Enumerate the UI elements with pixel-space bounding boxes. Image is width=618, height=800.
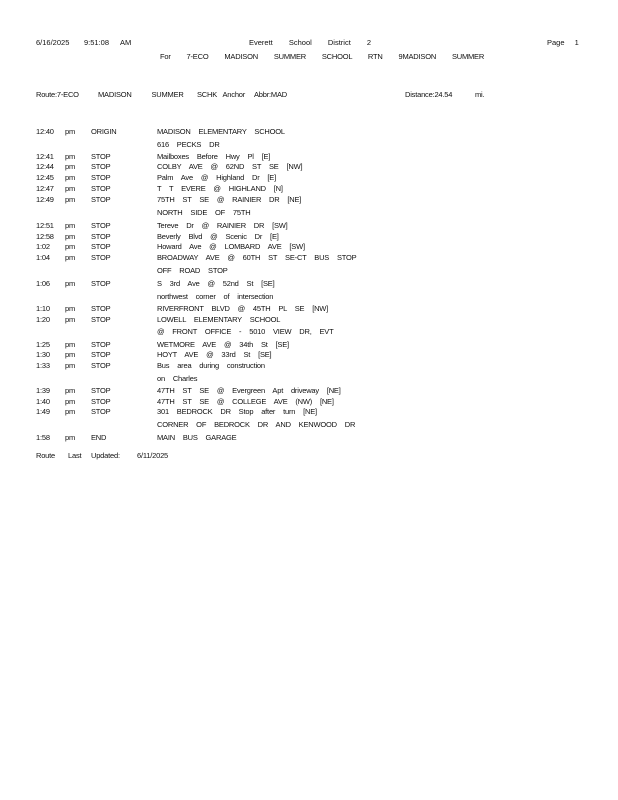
stop-description: S 3rd Ave @ 52nd St [SE]	[157, 279, 275, 288]
table-row	[0, 266, 618, 276]
route-id: Route:7-ECO	[36, 90, 79, 99]
stop-type: STOP	[91, 253, 111, 262]
page-number: Page 1	[547, 38, 579, 47]
stop-type: STOP	[91, 195, 111, 204]
stop-ampm: pm	[65, 173, 76, 182]
stop-description: Beverly Blvd @ Scenic Dr [E]	[157, 232, 279, 241]
stop-time: 1:25	[36, 340, 50, 349]
stop-time: 12:41	[36, 152, 54, 161]
stop-type: STOP	[91, 184, 111, 193]
report-subtitle: For 7-ECO MADISON SUMMER SCHOOL RTN 9MADISON SUMMER	[160, 52, 485, 61]
stop-description: CORNER OF BEDROCK DR AND KENWOOD DR	[157, 420, 356, 429]
stop-type: STOP	[91, 340, 111, 349]
stop-ampm: pm	[65, 397, 76, 406]
stop-ampm: pm	[65, 127, 76, 136]
stop-description: 616 PECKS DR	[157, 140, 220, 149]
report-time: 9:51:08	[84, 38, 110, 47]
stop-ampm: pm	[65, 152, 76, 161]
stop-description: northwest corner of intersection	[157, 292, 274, 301]
stop-time: 12:58	[36, 232, 54, 241]
stop-ampm: pm	[65, 361, 76, 370]
table-row	[0, 242, 618, 252]
table-row	[0, 327, 618, 337]
stop-ampm: pm	[65, 195, 76, 204]
table-row	[0, 127, 618, 137]
table-row	[0, 195, 618, 205]
stop-type: STOP	[91, 173, 111, 182]
stop-type: STOP	[91, 386, 111, 395]
stop-ampm: pm	[65, 253, 76, 262]
stop-ampm: pm	[65, 162, 76, 171]
stop-type: ORIGIN	[91, 127, 117, 136]
stop-description: @ FRONT OFFICE - 5010 VIEW DR, EVT	[157, 327, 334, 336]
stop-description: Tereve Dr @ RAINIER DR [SW]	[157, 221, 288, 230]
table-row	[0, 152, 618, 162]
stop-description: RIVERFRONT BLVD @ 45TH PL SE [NW]	[157, 304, 329, 313]
stop-type: STOP	[91, 304, 111, 313]
table-row	[0, 350, 618, 360]
table-row	[0, 386, 618, 396]
stop-description: on Charles	[157, 374, 198, 383]
table-row	[0, 162, 618, 172]
stop-time: 1:10	[36, 304, 50, 313]
stop-type: STOP	[91, 232, 111, 241]
stop-type: END	[91, 433, 107, 442]
stop-ampm: pm	[65, 350, 76, 359]
stop-time: 1:06	[36, 279, 50, 288]
stop-type: STOP	[91, 407, 111, 416]
stop-ampm: pm	[65, 242, 76, 251]
table-row	[0, 433, 618, 443]
table-row	[0, 140, 618, 150]
route-name: MADISON SUMMER	[98, 90, 184, 99]
footer-updated-date: 6/11/2025	[137, 451, 169, 460]
stop-description: COLBY AVE @ 62ND ST SE [NW]	[157, 162, 303, 171]
footer-updated-label: Updated:	[91, 451, 120, 460]
stop-description: MAIN BUS GARAGE	[157, 433, 237, 442]
table-row	[0, 173, 618, 183]
route-distance: Distance:24.54	[405, 90, 453, 99]
stop-type: STOP	[91, 315, 111, 324]
stop-ampm: pm	[65, 232, 76, 241]
stop-type: STOP	[91, 350, 111, 359]
table-row	[0, 397, 618, 407]
table-row	[0, 232, 618, 242]
stop-ampm: pm	[65, 433, 76, 442]
route-school: SCHK Anchor	[197, 90, 246, 99]
stop-type: STOP	[91, 361, 111, 370]
stop-ampm: pm	[65, 407, 76, 416]
footer-last-label: Last	[68, 451, 82, 460]
distance-unit: mi.	[475, 90, 485, 99]
stop-ampm: pm	[65, 279, 76, 288]
stop-description: HOYT AVE @ 33rd St [SE]	[157, 350, 272, 359]
stop-ampm: pm	[65, 340, 76, 349]
stop-description: Mailboxes Before Hwy Pl [E]	[157, 152, 271, 161]
table-row	[0, 340, 618, 350]
stop-time: 1:58	[36, 433, 50, 442]
stop-time: 12:45	[36, 173, 54, 182]
table-row	[0, 279, 618, 289]
stop-description: Bus area during construction	[157, 361, 265, 370]
report-ampm: AM	[120, 38, 132, 47]
stop-description: MADISON ELEMENTARY SCHOOL	[157, 127, 285, 136]
report-title: Everett School District 2	[249, 38, 372, 47]
stop-description: BROADWAY AVE @ 60TH ST SE-CT BUS STOP	[157, 253, 357, 262]
stop-description: 301 BEDROCK DR Stop after turn [NE]	[157, 407, 317, 416]
stop-time: 1:04	[36, 253, 50, 262]
route-abbreviation: Abbr:MAD	[254, 90, 287, 99]
stop-time: 12:47	[36, 184, 54, 193]
table-row	[0, 253, 618, 263]
table-row	[0, 208, 618, 218]
stop-type: STOP	[91, 152, 111, 161]
stop-type: STOP	[91, 279, 111, 288]
stop-description: LOWELL ELEMENTARY SCHOOL	[157, 315, 281, 324]
stop-type: STOP	[91, 242, 111, 251]
stop-description: OFF ROAD STOP	[157, 266, 228, 275]
stop-time: 12:40	[36, 127, 54, 136]
stop-type: STOP	[91, 162, 111, 171]
stop-type: STOP	[91, 397, 111, 406]
table-row	[0, 184, 618, 194]
table-row	[0, 221, 618, 231]
stop-time: 1:39	[36, 386, 50, 395]
stop-type: STOP	[91, 221, 111, 230]
stop-ampm: pm	[65, 221, 76, 230]
table-row	[0, 315, 618, 325]
footer-route-label: Route	[36, 451, 56, 460]
stop-description: 75TH ST SE @ RAINIER DR [NE]	[157, 195, 302, 204]
stop-ampm: pm	[65, 304, 76, 313]
table-row	[0, 374, 618, 384]
stop-time: 12:44	[36, 162, 54, 171]
stop-description: Howard Ave @ LOMBARD AVE [SW]	[157, 242, 305, 251]
report-date: 6/16/2025	[36, 38, 70, 47]
stop-description: 47TH ST SE @ Evergreen Apt driveway [NE]	[157, 386, 341, 395]
table-row	[0, 361, 618, 371]
stop-description: 47TH ST SE @ COLLEGE AVE (NW) [NE]	[157, 397, 334, 406]
stop-ampm: pm	[65, 386, 76, 395]
stop-ampm: pm	[65, 315, 76, 324]
stop-description: NORTH SIDE OF 75TH	[157, 208, 251, 217]
table-row	[0, 420, 618, 430]
stop-time: 12:51	[36, 221, 54, 230]
stop-description: Palm Ave @ Highland Dr [E]	[157, 173, 276, 182]
stop-time: 12:49	[36, 195, 54, 204]
table-row	[0, 407, 618, 417]
table-row	[0, 292, 618, 302]
stop-description: T T EVERE @ HIGHLAND [N]	[157, 184, 283, 193]
stop-time: 1:33	[36, 361, 50, 370]
stop-time: 1:30	[36, 350, 50, 359]
table-row	[0, 304, 618, 314]
stop-time: 1:40	[36, 397, 50, 406]
stop-time: 1:49	[36, 407, 50, 416]
stop-time: 1:02	[36, 242, 50, 251]
stop-ampm: pm	[65, 184, 76, 193]
stop-description: WETMORE AVE @ 34th St [SE]	[157, 340, 289, 349]
stop-time: 1:20	[36, 315, 50, 324]
